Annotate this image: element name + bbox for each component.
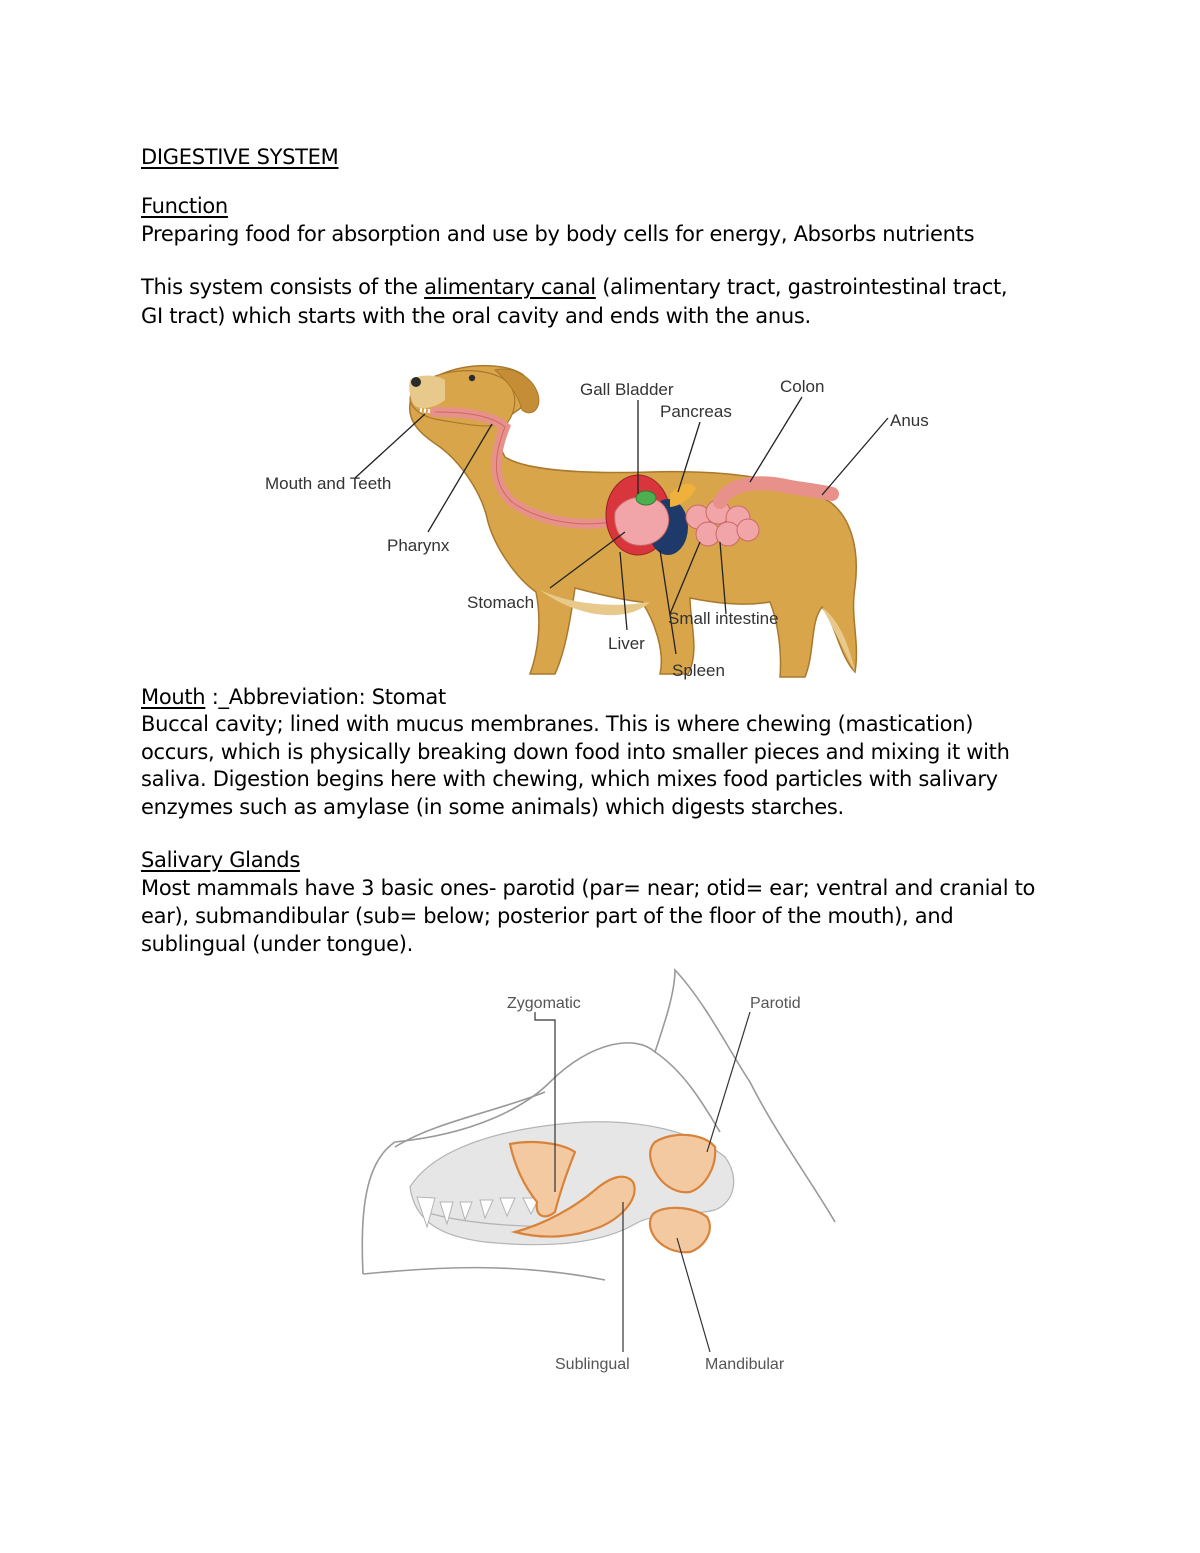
mouth-line-2: occurs, which is physically breaking down food into smaller pieces and mixing it with <box>141 740 1010 764</box>
system-line-2: GI tract) which starts with the oral cavity and ends with the anus. <box>141 304 811 328</box>
mouth-abbreviation: Abbreviation: Stomat <box>228 685 446 709</box>
salivary-line-1: Most mammals have 3 basic ones- parotid (par= near; otid= ear; ventral and cranial to <box>141 876 1036 900</box>
alimentary-canal-term: alimentary canal <box>424 275 596 299</box>
label-sublingual: Sublingual <box>555 1356 630 1373</box>
mouth-line-4: enzymes such as amylase (in some animals) which digests starches. <box>141 795 844 819</box>
system-suffix: (alimentary tract, gastrointestinal tract, <box>595 275 1008 299</box>
label-stomach: Stomach <box>467 593 535 612</box>
salivary-line-3: sublingual (under tongue). <box>141 932 413 956</box>
function-heading: Function <box>141 194 228 218</box>
mouth-line-3: saliva. Digestion begins here with chewing, which mixes food particles with salivary <box>141 767 998 791</box>
label-parotid: Parotid <box>750 995 801 1012</box>
label-liver: Liver <box>608 634 645 653</box>
dog-digestive-diagram <box>250 352 929 688</box>
label-mouth-and-teeth: Mouth and Teeth <box>265 474 392 493</box>
label-gall-bladder: Gall Bladder <box>580 380 674 399</box>
label-small-intestine: Small intestine <box>668 609 779 628</box>
label-mandibular: Mandibular <box>705 1356 785 1373</box>
label-pharynx: Pharynx <box>387 536 450 555</box>
label-colon: Colon <box>780 377 825 396</box>
label-spleen: Spleen <box>672 661 725 680</box>
salivary-line-2: ear), submandibular (sub= below; posterior part of the floor of the mouth), and <box>141 904 954 928</box>
page-title: DIGESTIVE SYSTEM <box>141 145 339 169</box>
mouth-sep: :_ <box>205 685 229 709</box>
mouth-heading-line <box>141 683 446 711</box>
mandibular-gland <box>650 1208 710 1252</box>
label-zygomatic: Zygomatic <box>507 995 581 1012</box>
system-prefix: This system consists of the <box>141 275 425 299</box>
label-pancreas: Pancreas <box>660 402 732 421</box>
mouth-line-1: Buccal cavity; lined with mucus membranes. This is where chewing (mastication) <box>141 712 974 736</box>
salivary-glands-diagram <box>355 962 865 1382</box>
system-line-1 <box>141 273 1007 301</box>
function-text: Preparing food for absorption and use by body cells for energy, Absorbs nutrients <box>141 222 975 246</box>
label-anus: Anus <box>890 411 929 430</box>
mouth-heading: Mouth <box>141 685 206 709</box>
salivary-heading: Salivary Glands <box>141 848 300 872</box>
